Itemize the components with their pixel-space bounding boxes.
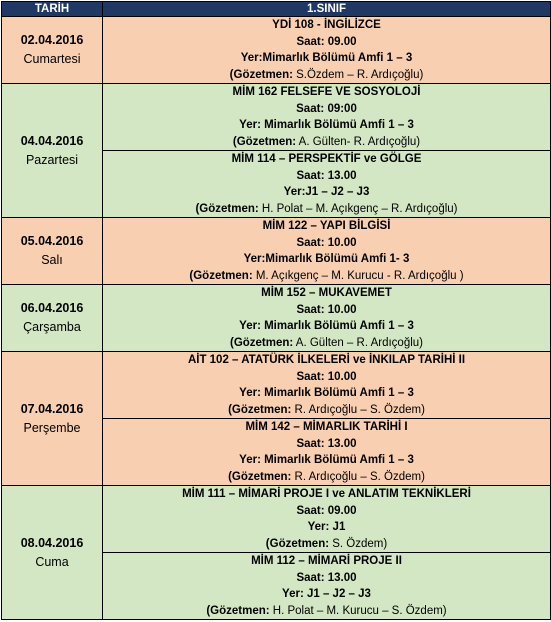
course-cell bbox=[103, 285, 551, 352]
exam-proctors bbox=[103, 335, 550, 352]
date-cell bbox=[2, 285, 103, 352]
proctor-names: H. Polat – M. Kurucu – S. Özdem) bbox=[269, 604, 447, 617]
date-cell bbox=[2, 84, 103, 218]
exam-time: Saat: 13.00 bbox=[296, 169, 357, 182]
proctor-names: A. Gülten – R. Ardıçoğlu) bbox=[293, 336, 423, 349]
course-cell bbox=[103, 151, 551, 218]
exam-time: Saat: 09:00 bbox=[296, 102, 357, 115]
schedule-body bbox=[2, 17, 551, 620]
exam-proctors bbox=[103, 134, 550, 151]
exam-time: Saat: 09.00 bbox=[296, 504, 357, 517]
exam-date: 02.04.2016 bbox=[20, 33, 84, 47]
table-row bbox=[2, 352, 551, 419]
table-row bbox=[2, 486, 551, 553]
exam-location: Yer: Mimarlık Bölümü Amfi 1 – 3 bbox=[239, 119, 414, 131]
exam-time: Saat: 10.00 bbox=[296, 370, 357, 383]
proctor-names: M. Açıkgenç – M. Kurucu - R. Ardıçoğlu ) bbox=[252, 269, 464, 282]
proctor-label: (Gözetmen: bbox=[232, 135, 297, 148]
proctor-label: (Gözetmen: bbox=[229, 68, 293, 81]
exam-weekday: Salı bbox=[41, 253, 63, 267]
exam-date: 06.04.2016 bbox=[20, 301, 84, 315]
course-cell bbox=[103, 352, 551, 419]
proctor-label: (Gözetmen: bbox=[265, 537, 330, 550]
course-title: MİM 112 – MİMARİ PROJE II bbox=[251, 555, 402, 567]
course-cell bbox=[103, 84, 551, 151]
course-cell bbox=[103, 486, 551, 553]
exam-date: 07.04.2016 bbox=[20, 401, 84, 416]
date-cell bbox=[2, 218, 103, 285]
exam-location: Yer: Mimarlık Bölümü Amfi 1 – 3 bbox=[239, 320, 414, 332]
date-cell bbox=[2, 352, 103, 486]
exam-proctors bbox=[103, 469, 550, 486]
exam-date: 08.04.2016 bbox=[20, 535, 84, 550]
proctor-label: (Gözetmen: bbox=[206, 604, 270, 617]
course-title: MİM 142 – MİMARLIK TARİHİ I bbox=[245, 421, 408, 433]
exam-proctors bbox=[103, 67, 550, 84]
exam-location: Yer: J1 – J2 – J3 bbox=[282, 588, 371, 600]
exam-time: Saat: 13.00 bbox=[296, 437, 357, 450]
course-cell bbox=[103, 17, 551, 84]
course-title: AİT 102 – ATATÜRK İLKELERİ ve İNKILAP TARİHİ II bbox=[187, 354, 466, 366]
exam-date: 05.04.2016 bbox=[20, 234, 84, 248]
exam-weekday: Cumartesi bbox=[23, 52, 81, 66]
exam-location: Yer:Mimarlık Bölümü Amfi 1- 3 bbox=[243, 253, 410, 265]
course-title: MİM 114 – PERSPEKTİF ve GÖLGE bbox=[231, 153, 422, 165]
exam-proctors bbox=[103, 402, 550, 419]
exam-location: Yer: J1 bbox=[307, 521, 346, 533]
exam-time: Saat: 13.00 bbox=[296, 571, 357, 584]
date-column-header: TARİH bbox=[2, 2, 103, 17]
course-cell bbox=[103, 419, 551, 486]
course-title: YDİ 108 - İNGİLİZCE bbox=[272, 19, 381, 31]
exam-proctors bbox=[103, 268, 550, 285]
proctor-label: (Gözetmen: bbox=[228, 403, 292, 416]
proctor-names: R. Ardıçoğlu – S. Özdem) bbox=[291, 470, 425, 483]
header-row bbox=[2, 2, 551, 17]
exam-time: Saat: 10.00 bbox=[296, 303, 357, 316]
course-title: MİM 162 FELSEFE VE SOSYOLOJİ bbox=[232, 86, 421, 98]
proctor-label: (Gözetmen: bbox=[195, 202, 259, 215]
exam-proctors bbox=[103, 536, 550, 553]
course-title: MİM 152 – MUKAVEMET bbox=[261, 287, 392, 299]
table-row bbox=[2, 218, 551, 285]
course-title: MİM 122 – YAPI BİLGİSİ bbox=[262, 220, 391, 232]
exam-location: Yer:Mimarlık Bölümü Amfi 1 – 3 bbox=[240, 52, 413, 64]
course-cell bbox=[103, 218, 551, 285]
proctor-names: S. Özdem) bbox=[329, 537, 388, 550]
exam-time: Saat: 10.00 bbox=[296, 236, 357, 249]
exam-date: 04.04.2016 bbox=[20, 133, 84, 148]
exam-weekday: Pazartesi bbox=[25, 152, 79, 167]
table-row bbox=[2, 84, 551, 151]
exam-proctors bbox=[103, 201, 550, 218]
proctor-names: R. Ardıçoğlu – S. Özdem) bbox=[291, 403, 425, 416]
exam-location: Yer: Mimarlık Bölümü Amfi 1 – 3 bbox=[239, 387, 414, 399]
date-cell bbox=[2, 17, 103, 84]
table-row bbox=[2, 285, 551, 352]
proctor-names: H. Polat – M. Açıkgenç – R. Ardıçoğlu) bbox=[258, 202, 458, 215]
exam-schedule-table bbox=[1, 1, 551, 620]
proctor-label: (Gözetmen: bbox=[189, 269, 253, 282]
class-column-header: 1.SINIF bbox=[103, 2, 551, 17]
exam-location: Yer:J1 – J2 – J3 bbox=[283, 186, 370, 198]
proctor-label: (Gözetmen: bbox=[229, 336, 294, 349]
proctor-names: S.Özdem – R. Ardıçoğlu) bbox=[292, 68, 424, 81]
exam-proctors bbox=[103, 603, 550, 620]
table-row bbox=[2, 17, 551, 84]
date-cell bbox=[2, 486, 103, 620]
course-title: MİM 111 – MİMARİ PROJE I ve ANLATIM TEKNİKLERİ bbox=[182, 488, 471, 500]
exam-weekday: Çarşamba bbox=[23, 320, 81, 334]
exam-weekday: Perşembe bbox=[23, 420, 81, 435]
proctor-names: A. Gülten- R. Ardıçoğlu) bbox=[296, 135, 421, 148]
proctor-label: (Gözetmen: bbox=[228, 470, 292, 483]
course-cell bbox=[103, 553, 551, 620]
exam-location: Yer: Mimarlık Bölümü Amfi 1 – 3 bbox=[239, 454, 414, 466]
exam-time: Saat: 09.00 bbox=[296, 35, 357, 48]
exam-weekday: Cuma bbox=[35, 554, 69, 569]
